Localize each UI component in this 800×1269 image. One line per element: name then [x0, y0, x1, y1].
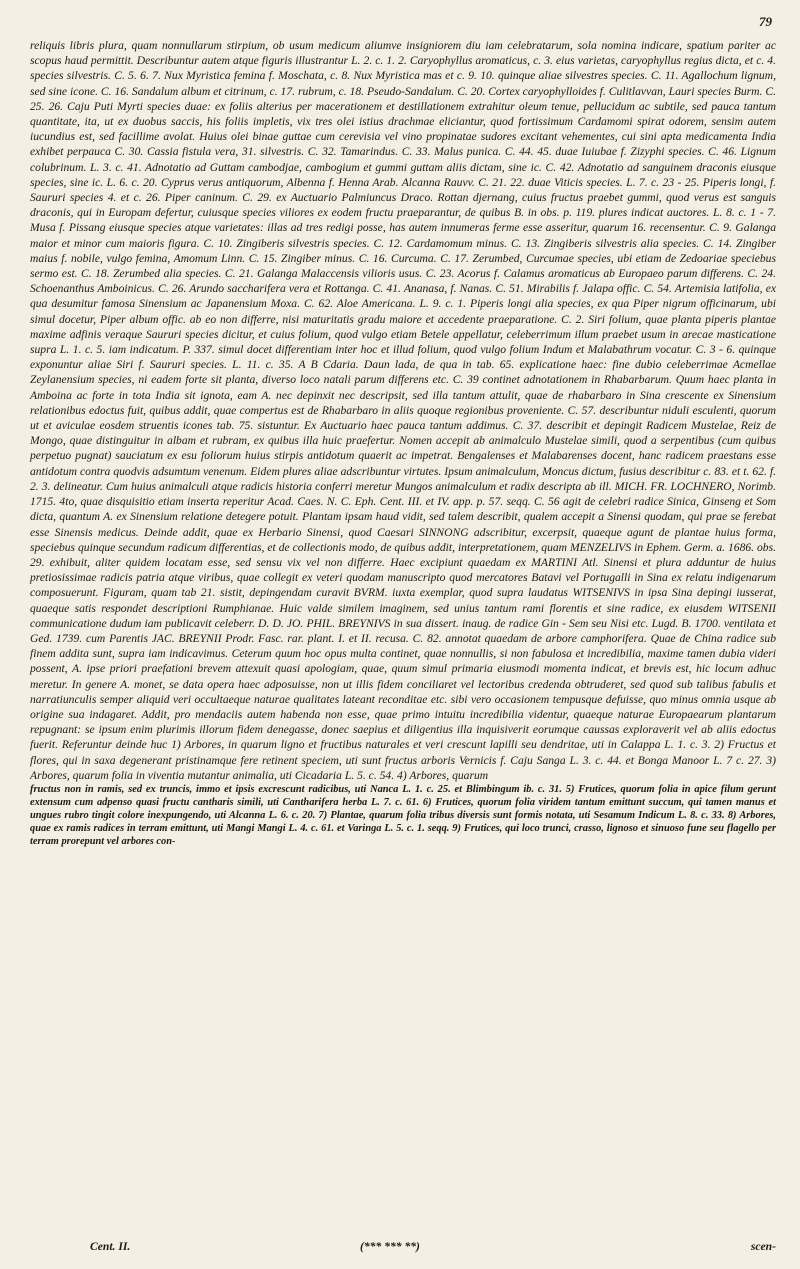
- footnote-block: fructus non in ramis, sed ex truncis, immo et ipsis excrescunt radicibus, uti Nanca L. 1. c. 25. et Blimbingum ib. c. 31. 5) Frutices, quorum folia in apice filum gerunt extensum cum adpenso quasi fructu cantharis simili, uti Cantharifera herba L. 7. c. 61. 6) Frutices, quorum folia viridem tantum emittunt succum, qui tamen manus et ungues rubro tingit colore inexpungendo, uti Alcanna L. 6. c. 20. 7) Plantae, quarum folia tribus diversis sunt formis notata, uti Sesamum Indicum L. 8. c. 33. 8) Arbores, quae ex ramis radices in terram emittunt, uti Mangi Mangi L. 4. c. 61. et Varinga L. 5. c. 1. seqq. 9) Frutices, qui loco trunci, crasso, lignoso et sinuoso fune seu flagello per terram prorepunt vel arbores con-: [30, 783, 776, 847]
- catchword-left: Cent. II.: [90, 1240, 131, 1253]
- catchword-right: scen-: [750, 1240, 776, 1253]
- main-paragraph: reliquis libris plura, quam nonnullarum stirpium, ob usum medicum aliumve insigniorem diu iam celebratarum, sola nomina indicare, spatium pariter ac scopus haud permittit. Describuntur autem atque figuris illustrantur L. 2. c. 1. 2. Caryophyllus aromaticus, c. 3. eius varietas, caryophyllus regius dicta, et c. 4. species silvestris. C. 5. 6. 7. Nux Myristica femina f. Moschata, c. 8. Nux Myristica mas et c. 9. 10. quinque aliae silvestres species. C. 11. Agallochum lignum, sed sine icone. C. 16. Sandalum album et citrinum, c. 17. rubrum, c. 18. Pseudo-Sandalum. C. 20. Cortex caryophylloides f. Culitlavvan, Lauri species Burm. C. 25. 26. Caju Puti Myrti species duae: ex foliis alterius per macerationem et destillationem extrahitur oleum tenue, pellucidum ac subtile, sed pauca tantum quantitate, ita, ut ex duobus saccis, his foliis impletis, vix tres olei istius drachmae eliciantur, quod fortissimum Cardamomi spirat odorem, sensim autem iucundius est, sed facillime avolat. Huius olei binae guttae cum cerevisia vel vino propinatae sudores excitant vehementes, cui sini apta medicamenta India exhibet perpauca C. 30. Cassia fistula vera, 31. silvestris. C. 32. Tamarindus. C. 33. Malus punica. C. 44. 45. duae Iuiubae f. Zizyphi species. C. 46. Lignum colubrinum. L. 3. c. 41. Adnotatio ad Guttam cambodjae, cambogium et gummi guttam aliis dictam, sine ic. C. 42. Adnotatio ad sanguinem draconis eiusque species, sine ic. L. 6. c. 20. Cyprus verus antiquorum, Albenna f. Henna Arab. Alcanna Rauvv. C. 21. 22. duae Viticis species. L. 7. c. 23 - 25. Piperis longi, f. Saururi species 4. et c. 26. Piper caninum. C. 29. ex Auctuario Palmiuncus Draco. Rottan djernang, cuius fructus praebet gummi, quod verus est sanguis draconis, qui in Europam defertur, cuiusque species viliores ex eodem fructu praeparantur, de quibus B. in obs. p. 119. plures indicat auctores. L. 8. c. 1 - 7. Musa f. Pissang eiusque species atque varietates: illas ad tres redigi posse, has autem innumeras ferme esse asseritur, quarum 16. recensentur. C. 9. Galanga maior et minor cum maioris figura. C. 10. Zingiberis silvestris species. C. 12. Cardamomum minus. C. 13. Zingiberis silvestris alia species. C. 14. Zingiber maius f. nobile, vulgo femina, Amomum Linn. C. 15. Zingiber minus. C. 16. Curcuma. C. 17. Zerumbed, Curcumae species, ubi etiam de Zedoariae speciebus sermo est. C. 18. Zerumbed alia species. C. 21. Galanga Malaccensis vilioris usus. C. 23. Acorus f. Calamus aromaticus ab Europaeo parum differens. C. 24. Schoenanthus Amboinicus. C. 26. Arundo saccharifera vera et Rottanga. C. 41. Ananasa, f. Nanas. C. 51. Mirabilis f. Jalapa offic. C. 54. Artemisia latifolia, ex qua desumitur famosa Sinensium ac Japanensium Moxa. C. 62. Aloe Americana. L. 9. c. 1. Piperis longi alia species, ex qua Piper nigrum officinarum, ubi simul docetur, Piper album offic. ab eo non differre, nisi maturitatis gradu maiore et accedente praeparatione. C. 2. Siri folium, quae planta piperis plantae maxime adfinis veraque Saururi species dicitur, et cuius folium, quod vulgo etiam Betele appellatur, celeberrimum illum praebet usum in arecae masticatione supra L. 1. c. 5. iam indicatum. P. 337. simul docet differentiam inter hoc et illud folium, quod vulgo folium Indum et Malabathrum vocatur. C. 3 - 6. quinque exponuntur aliae Siri f. Saururi species. L. 11. c. 35. A B Cdaria. Daun lada, de qua in tab. 65. explicatione haec: fine dubio celeberrimae Acmellae Zeylanensium species, ni eadem forte sit planta, diverso loco natali parum differens etc. C. 39 continet adnotationem in Rhabarbarum. Quum haec planta in Amboina ac forte in tota India sit ignota, eam A. nec depinxit nec descripsit, sed illa tantum attulit, quae de rhabarbaro in Sina crescente ex Sinensium relationibus edoctus fuit, quibus addit, quae compertus est de Rhabarbaro in aliis quoque regionibus proveniente. C. 57. describuntur niduli esculenti, quorum ut et aviculae eosdem struentis icones tab. 75. sistuntur. Ex Auctuario haec pauca tantum addimus. C. 37. describit et depingit Radicem Mustelae, Reiz de Mongo, quae distinguitur in albam et rubram, ex quibus illa huic praefertur. Nomen accepit ab animalculo Mustelae simili, quod a serpentibus (cum quibus perpetuo pugnat) sauciatum ex esu foliorum huius stirpis antidotum quaerit ac impetrat. Bengalenses et Malabarenses docent, hanc radicem praestans esse antidotum contra quodvis adsumtum venenum. Eidem plures aliae adscribuntur virtutes. Ipsum animalculum, Moncus dictum, fusius describitur c. 83. et t. 62. f. 2. 3. delineatur. Cum huius animalculi atque radicis historia conferri meretur Mungos animalculum et radix descripta ab ill. MICH. FR. LOCHNERO, Norimb. 1715. 4to, quae disquisitio etiam inserta reperitur Acad. Caes. N. C. Eph. Cent. III. et IV. app. p. 57. seqq. C. 56 agit de celebri radice Sinica, Ginseng et Som dicta, quantum A. ex Sinensium relatione detegere potuit. Plantam ipsam haud vidit, sed talem describit, qualem accepit a Sinensi quodam, qui prae se ferebat esse Sinensis medicus. Deinde addit, quae ex Herbario Sinensi, quod Caesari SINNONG adscribitur, excerpsit, quaeque agunt de plantae huius forma, speciebus quinque secundum radicum differentias, et de collectionis modo, de quibus addit, interpretationem, quam MENZELIVS in Ephem. Germ. a. 1686. obs. 29. exhibuit, aliter quidem locatam esse, sed sensu vix vel non differre. Haec excipiunt quaedam ex MARTINI Atl. Sinensi et plura adduntur de huius pretiosissimae radicis patria atque viribus, quae collegit ex veteri quodam manuscripto quod mercatores Batavi vel Portugalli in Sina ex relatu indigenarum composuerunt. Figuram, quam tab 21. sistit, depingendam curavit BVRM. iuxta exemplar, quod supra laudatus WITSENIVS in ipsa Sina depingi iusserat, quaeque satis respondet descriptioni Rumphianae. Huic valde similem imaginem, sed unius tantum rami florentis et sine radice, ex eiusdem WITSENII communicatione dudum iam publicavit celeberr. D. D. JO. PHIL. BREYNIVS in sua dissert. inaug. de radice Gin - Sem seu Nisi etc. Lugd. B. 1700. ventilata et Ged. 1739. cum Parentis JAC. BREYNII Prodr. Fasc. rar. plant. I. et II. recusa. C. 82. annotat quaedam de arbore camphorifera. Quae de China radice sub finem addita sunt, supra iam indicavimus. Ceterum quum hoc opus multa continet, quae nonnullis, si non fabulosa et incredibilia, maxime tamen dubia videri possent, A. ipse priori praefationi brevem attexuit quasi apologiam, quae, quum simul primaria eiusmodi momenta indicat, et brevis est, hic locum adhuc meretur. In genere A. monet, se data opera haec adposuisse, non ut illis fidem conciliaret vel lectoribus credenda obtruderet, sed quod sub talibus fabulis et narratiunculis semper aliquid veri occultaeque naturae qualitates lateant reconditae etc. sibi vero occasionem tempusque defuisse, quo minus omnia usque ab origine sua indagaret. Addit, pro mendaciis autem habenda non esse, quae primo intuitu incredibilia videntur, quaeque naturae Europaearum plantarum repugnant: se ipsum enim plurimis illorum fidem denegasse, donec saepius et diligentius illa inquisiverit eorumque caussas exploraverit vel ab aliis edoctus fuerit. Referuntur deinde huc 1) Arbores, in quarum ligno et fructibus naturales et veri crescunt lapilli seu dendritae, uti in Calappa L. 1. c. 3. 2) Fructus et flores, qui in saxa degenerant pristinamque fere retinent speciem, uti sunt fructus arboris Vernicis f. Caju Sanga L. 3. c. 44. et Bonga Manoor L. 7 c. 27. 3) Arbores, quarum folia in viventia mutantur animalia, uti Cicadaria L. 5. c. 54. 4) Arbores, quarum: [30, 39, 776, 782]
- text-body: [30, 38, 776, 848]
- signature-mark: (*** *** **): [360, 1240, 420, 1253]
- page-number: 79: [759, 14, 772, 29]
